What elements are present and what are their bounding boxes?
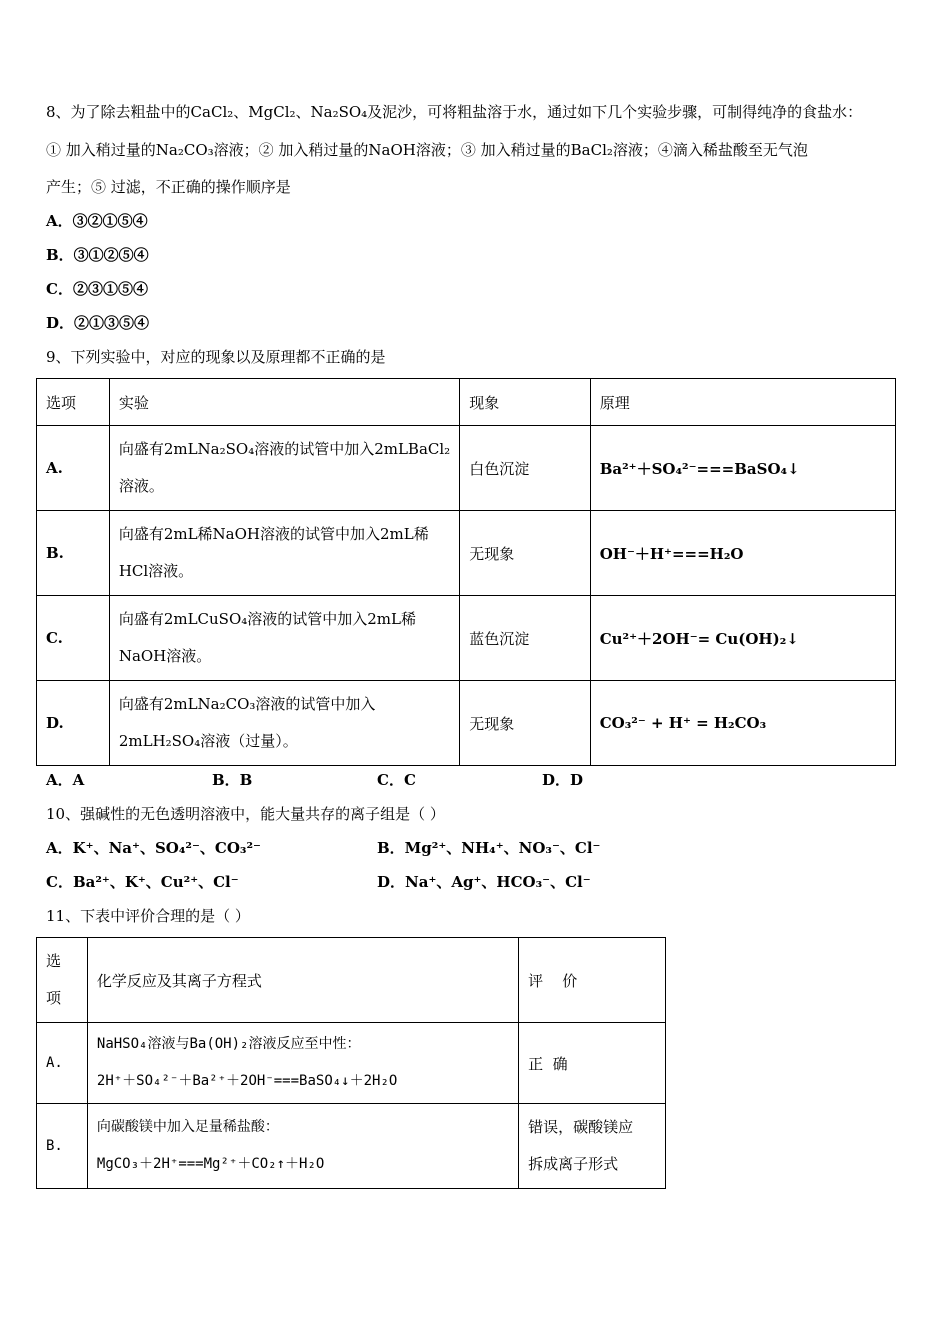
- q9-row-option: C.: [37, 596, 110, 681]
- reaction-line: 向碳酸镁中加入足量稀盐酸：: [96, 1119, 279, 1135]
- q11-row-option: A.: [37, 1023, 88, 1104]
- q11-row-option: B.: [37, 1104, 88, 1189]
- q11-row-a: [37, 1023, 666, 1104]
- q11-row-reaction: [87, 1104, 518, 1189]
- q11-header-row: [37, 938, 666, 1023]
- q9-row-principle: Cu²⁺＋2OH⁻= Cu(OH)₂↓: [590, 596, 895, 681]
- q11-table: [36, 937, 666, 1189]
- q11-row-evaluation: 正 确: [519, 1023, 666, 1104]
- q8-option-d: D．②①③⑤④: [46, 314, 150, 332]
- q9-header-principle: 原理: [590, 379, 895, 426]
- experiment-line: HCl溶液。: [118, 562, 194, 580]
- q9-row-option: A.: [37, 426, 110, 511]
- q8-option-b: B．③①②⑤④: [46, 246, 149, 264]
- q9-row-phenomenon: 无现象: [460, 681, 591, 766]
- q9-row-d: [37, 681, 896, 766]
- q9-header-experiment: 实验: [109, 379, 459, 426]
- q9-row-experiment: [109, 511, 459, 596]
- q9-row-phenomenon: 白色沉淀: [460, 426, 591, 511]
- q9-answer-b: B．B: [212, 771, 253, 789]
- q9-answer-c: C．C: [377, 771, 416, 789]
- experiment-line: 2mLH₂SO₄溶液（过量）。: [118, 732, 298, 750]
- q9-table: [36, 378, 896, 766]
- q9-row-option: D.: [37, 681, 110, 766]
- q8-option-c: C．②③①⑤④: [46, 280, 148, 298]
- q9-row-b: [37, 511, 896, 596]
- q10-option-d: D．Na⁺、Ag⁺、HCO₃⁻、Cl⁻: [377, 873, 591, 891]
- q9-answer-a: A．A: [46, 771, 85, 789]
- q9-row-principle: Ba²⁺＋SO₄²⁻===BaSO₄↓: [590, 426, 895, 511]
- q11-header-reaction: 化学反应及其离子方程式: [87, 938, 518, 1023]
- q9-row-a: [37, 426, 896, 511]
- q11-row-reaction: [87, 1023, 518, 1104]
- q9-stem: 9、下列实验中，对应的现象以及原理都不正确的是: [46, 348, 386, 366]
- q10-stem: 10、强碱性的无色透明溶液中，能大量共存的离子组是（ ）: [46, 805, 445, 823]
- q11-stem: 11、下表中评价合理的是（ ）: [46, 907, 250, 925]
- header-option-char: 项: [46, 989, 62, 1007]
- q11-row-b: [37, 1104, 666, 1189]
- q8-line-2: ① 加入稍过量的Na₂CO₃溶液；② 加入稍过量的NaOH溶液；③ 加入稍过量的BaCl₂溶液；④滴入稀盐酸至无气泡: [46, 141, 808, 159]
- evaluation-line: 拆成离子形式: [528, 1155, 619, 1173]
- q9-row-experiment: [109, 681, 459, 766]
- q8-line-1: 8、为了除去粗盐中的CaCl₂、MgCl₂、Na₂SO₄及泥沙，可将粗盐溶于水，通过如下几个实验步骤，可制得纯净的食盐水：: [46, 103, 863, 121]
- q9-row-phenomenon: 蓝色沉淀: [460, 596, 591, 681]
- q11-header-option: [37, 938, 88, 1023]
- q9-row-principle: OH⁻＋H⁺===H₂O: [590, 511, 895, 596]
- q9-row-experiment: [109, 426, 459, 511]
- reaction-line: 2H⁺＋SO₄²⁻＋Ba²⁺＋2OH⁻===BaSO₄↓＋2H₂O: [96, 1073, 398, 1089]
- q10-option-c: C．Ba²⁺、K⁺、Cu²⁺、Cl⁻: [46, 873, 239, 891]
- q10-option-b: B．Mg²⁺、NH₄⁺、NO₃⁻、Cl⁻: [377, 839, 601, 857]
- evaluation-line: 错误，碳酸镁应: [528, 1118, 634, 1136]
- reaction-line: NaHSO₄溶液与Ba(OH)₂溶液反应至中性：: [96, 1036, 361, 1052]
- q11-row-evaluation: [519, 1104, 666, 1189]
- experiment-line: 向盛有2mLNa₂SO₄溶液的试管中加入2mLBaCl₂: [118, 440, 451, 458]
- q9-row-c: [37, 596, 896, 681]
- experiment-line: 向盛有2mLCuSO₄溶液的试管中加入2mL稀: [118, 610, 416, 628]
- experiment-line: 溶液。: [118, 477, 164, 495]
- experiment-line: NaOH溶液。: [118, 647, 212, 665]
- q10-option-a: A．K⁺、Na⁺、SO₄²⁻、CO₃²⁻: [46, 839, 261, 857]
- q9-row-option: B.: [37, 511, 110, 596]
- header-option-char: 选: [46, 952, 62, 970]
- q9-header-row: [37, 379, 896, 426]
- reaction-line: MgCO₃＋2H⁺===Mg²⁺＋CO₂↑＋H₂O: [96, 1156, 325, 1172]
- q8-line-3: 产生；⑤ 过滤，不正确的操作顺序是: [46, 178, 291, 196]
- q9-header-option: 选项: [37, 379, 110, 426]
- q9-row-experiment: [109, 596, 459, 681]
- q9-row-principle: CO₃²⁻ + H⁺ = H₂CO₃: [590, 681, 895, 766]
- q9-row-phenomenon: 无现象: [460, 511, 591, 596]
- experiment-line: 向盛有2mLNa₂CO₃溶液的试管中加入: [118, 695, 376, 713]
- experiment-line: 向盛有2mL稀NaOH溶液的试管中加入2mL稀: [118, 525, 429, 543]
- q8-option-a: A．③②①⑤④: [46, 212, 148, 230]
- q9-header-phenomenon: 现象: [460, 379, 591, 426]
- q11-header-evaluation: 评 价: [519, 938, 666, 1023]
- q9-answer-d: D．D: [542, 771, 584, 789]
